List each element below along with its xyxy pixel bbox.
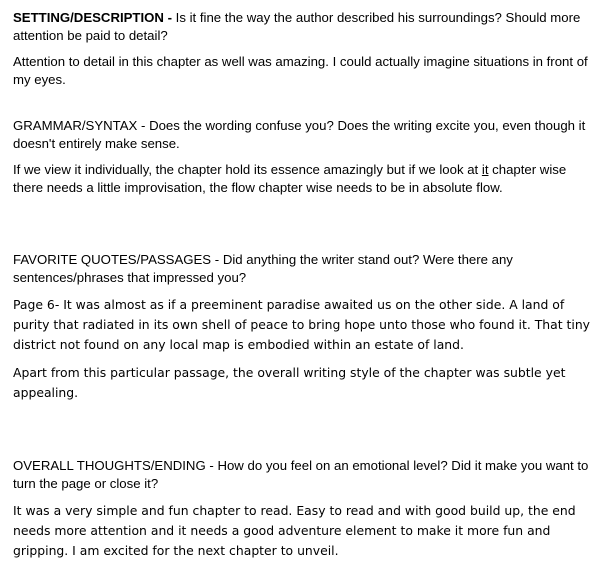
setting-question-paragraph [13, 9, 595, 45]
quotes-dash: - [211, 252, 223, 267]
grammar-answer-part1: If we view it individually, the chapter hold its essence amazingly but if we look at [13, 162, 482, 177]
overall-answer: It was a very simple and fun chapter to read. Easy to read and with good build up, the end needs more attention and it needs a good adventure element to make it more fun and gripping. I am excited for the next chapter to unveil. [13, 503, 576, 558]
setting-question: Is it fine the way the author described his surroundings? Should more attention be paid to detail? [13, 10, 581, 43]
grammar-heading: GRAMMAR/SYNTAX [13, 118, 138, 133]
grammar-question-paragraph [13, 117, 595, 153]
setting-answer: Attention to detail in this chapter as well was amazing. I could actually imagine situations in front of my eyes. [13, 54, 588, 87]
quotes-answer-comment: Apart from this particular passage, the overall writing style of the chapter was subtle yet appealing. [13, 365, 566, 400]
grammar-answer-underlined: it [481, 162, 489, 177]
overall-heading: OVERALL THOUGHTS/ENDING [13, 458, 206, 473]
setting-dash: - [163, 10, 176, 25]
quotes-question-paragraph [13, 251, 595, 287]
grammar-answer [13, 161, 595, 197]
grammar-question: Does the wording confuse you? Does the writing excite you, even though it doesn't entirely make sense. [13, 118, 586, 151]
grammar-answer-part2: chapter wise there needs a little improvisation, the flow chapter wise needs to be in absolute flow. [13, 162, 567, 195]
overall-dash: - [205, 458, 218, 473]
grammar-dash: - [137, 118, 150, 133]
quotes-heading: FAVORITE QUOTES/PASSAGES [13, 252, 212, 267]
review-document [13, 9, 595, 561]
quotes-answer-passage: Page 6- It was almost as if a preeminent paradise awaited us on the other side. A land of purity that radiated in its own shell of peace to bring hope unto those who found it. That tiny district not found on any local map is embodied within an estate of land. [13, 297, 591, 352]
overall-question: How do you feel on an emotional level? Did it make you want to turn the page or close it? [13, 458, 589, 491]
quotes-question: Did anything the writer stand out? Were there any sentences/phrases that impressed you? [13, 252, 513, 285]
setting-heading: SETTING/DESCRIPTION [13, 10, 164, 25]
overall-question-paragraph [13, 457, 595, 493]
